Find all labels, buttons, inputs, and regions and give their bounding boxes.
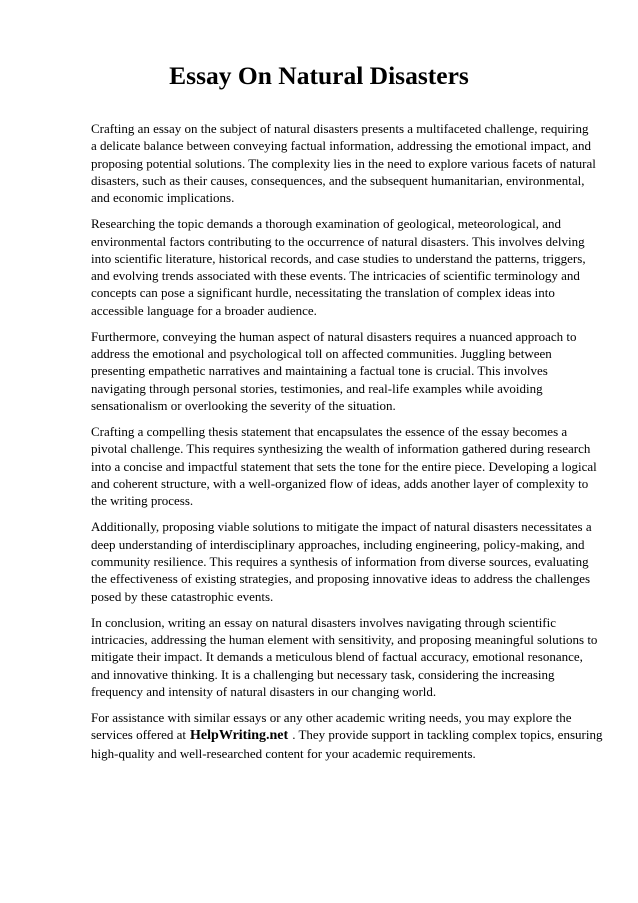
paragraph-5 [91,518,596,604]
paragraph-line: presenting empathetic narratives and maintaining a factual tone is crucial. This involves [91,363,548,379]
paragraph-line: Crafting a compelling thesis statement that encapsulates the essence of the essay becomes a [91,424,568,440]
paragraph-4 [91,423,596,509]
paragraph-line: mitigate their impact. It demands a meticulous blend of factual accuracy, emotional resonance, [91,649,583,665]
paragraph-line: Additionally, proposing viable solutions to mitigate the impact of natural disasters necessitates a [91,519,592,535]
paragraph-line: Researching the topic demands a thorough examination of geological, meteorological, and [91,216,562,232]
paragraph-line: sensationalism or overlooking the severity of the situation. [91,398,396,414]
paragraph-line: and evolving trends associated with these events. The intricacies of scientific terminology and [91,268,580,284]
closing-text-after-link: . They provide support in tackling complex topics, ensuring [292,727,603,743]
paragraph-line: into scientific literature, historical records, and case studies to understand the patterns, triggers, [91,250,586,266]
paragraph-line: the effectiveness of existing strategies, and proposing innovative ideas to address the challenges [91,571,591,587]
paragraph-line: Crafting an essay on the subject of natural disasters presents a multifaceted challenge, requiring [91,121,589,136]
paragraph-line: address the emotional and psychological toll on affected communities. Juggling between [91,346,552,362]
essay-body [91,120,603,771]
paragraph-line: In conclusion, writing an essay on natural disasters involves navigating through scientific [91,614,557,630]
paragraph-line: deep understanding of interdisciplinary approaches, including engineering, policy-making, and [91,536,585,552]
paragraph-3 [91,328,596,414]
paragraph-line: proposing potential solutions. The complexity lies in the need to explore various facets of natural [91,155,596,171]
paragraph-line: and coherent structure, with a well-organized flow of ideas, adds another layer of complexity to [91,476,589,492]
paragraph-1 [91,120,596,206]
paragraph-line: concepts can pose a significant hurdle, necessitating the translation of complex ideas into [91,285,555,301]
paragraph-line: For assistance with similar essays or any other academic writing needs, you may explore the [91,709,572,725]
paragraph-6 [91,614,596,700]
paragraph-line: high-quality and well-researched content for your academic requirements. [91,745,476,761]
paragraph-line: the writing process. [91,493,194,509]
paragraph-line: disasters, such as their causes, consequences, and the subsequent humanitarian, environmental, [91,172,585,188]
paragraph-2 [91,215,596,319]
paragraph-line: environmental factors contributing to the occurrence of natural disasters. This involves delving [91,233,585,249]
paragraph-line: intricacies, addressing the human element with sensitivity, and proposing meaningful solutions to [91,632,598,647]
paragraph-line: community resilience. This requires a synthesis of information from diverse sources, evaluating [91,554,589,570]
paragraph-line: and economic implications. [91,190,235,206]
paragraph-line: posed by these catastrophic events. [91,588,274,604]
paragraph-line: navigating through personal stories, testimonies, and real-life examples while avoiding [91,380,543,396]
helpwriting-link[interactable]: HelpWriting.net [190,728,289,744]
paragraph-line: a delicate balance between conveying factual information, addressing the emotional impact, and [91,138,591,154]
closing-paragraph [91,709,603,762]
paragraph-line: frequency and intensity of natural disasters in our changing world. [91,683,437,699]
paragraph-line: accessible language for a broader audience. [91,302,317,318]
closing-text-before-link: services offered at [91,727,187,743]
paragraph-line [91,726,603,744]
paragraph-line: Furthermore, conveying the human aspect of natural disasters requires a nuanced approach to [91,328,577,344]
paragraph-line: into a concise and impactful statement that sets the tone for the entire piece. Developing a logical [91,458,597,474]
page-title: Essay On Natural Disasters [169,61,469,90]
paragraph-line: and innovative thinking. It is a challenging but necessary task, considering the increasing [91,666,555,682]
paragraph-line: pivotal challenge. This requires synthesizing the wealth of information gathered during research [91,441,591,457]
